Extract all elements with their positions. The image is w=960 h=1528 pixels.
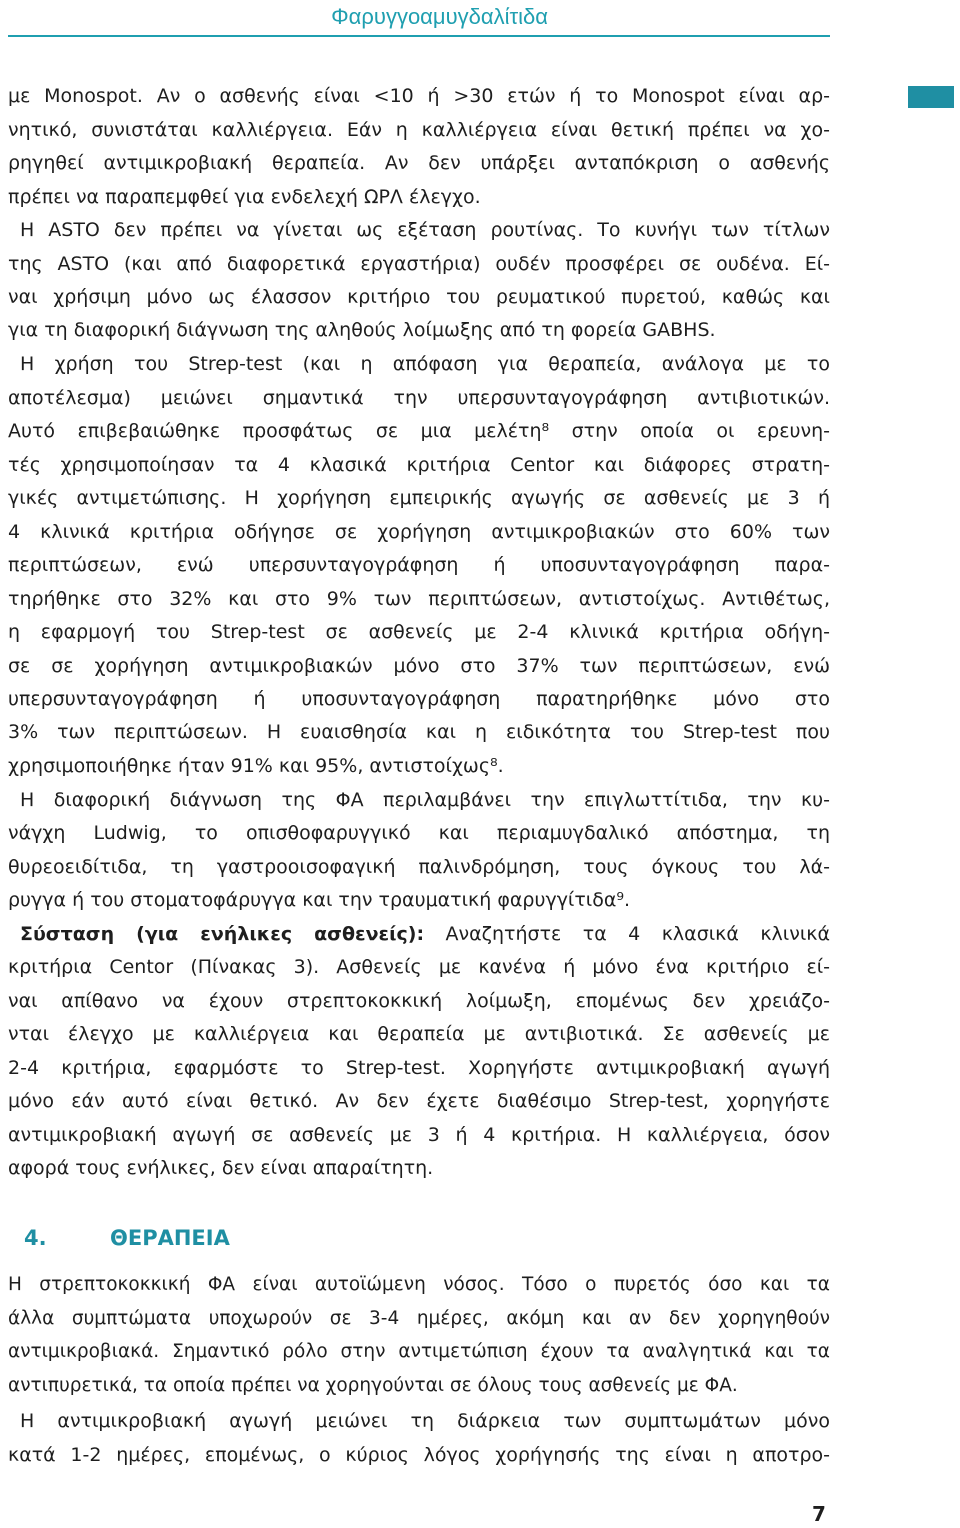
body-line: ναι απίθανο να έχουν στρεπτοκοκκική λοίμωξη, επομένως δεν χρειάζο- [8,990,830,1012]
recommendation-line [20,918,830,951]
body-line: θυρεοειδίτιδα, τη γαστροοισοφαγική παλινδρόμηση, τους όγκους του λά- [8,856,830,878]
section-body-line: αντιμικροβιακά. Σημαντικό ρόλο στην αντιμετώπιση έχουν τα αναλγητικά και τα [8,1341,830,1362]
body-line: γικές αντιμετώπισης. Η χορήγηση εμπειρικής αγωγής σε ασθενείς με 3 ή [8,487,830,509]
section-body-line: άλλα συμπτώματα υποχωρούν σε 3-4 ημέρες, ακόμη και αν δεν χορηγηθούν [8,1308,830,1329]
body-line: χρησιμοποιήθηκε ήταν 91% και 95%, αντιστοίχως⁸. [8,755,504,777]
body-line: μόνο εάν αυτό είναι θετικό. Αν δεν έχετε διαθέσιμο Strep-test, χορηγήστε [8,1090,830,1112]
body-line: η εφαρμογή του Strep-test σε ασθενείς με 2-4 κλινικά κριτήρια οδήγη- [8,621,830,643]
body-line: αφορά τους ενήλικες, δεν είναι απαραίτητη. [8,1157,434,1179]
body-line: υπερσυνταγογράφηση ή υποσυνταγογράφηση παρατηρήθηκε μόνο στο [8,688,830,710]
body-line: αποτέλεσμα) μειώνει σημαντικά την υπερσυνταγογράφηση αντιβιοτικών. [8,387,830,409]
body-line: νάγχη Ludwig, το οπισθοφαρυγγικό και περιαμυγδαλικό απόστημα, τη [8,822,830,844]
section-body-line: Η στρεπτοκοκκική ΦΑ είναι αυτοϊώμενη νόσος. Τόσο ο πυρετός όσο και τα [8,1274,830,1295]
body-line: ναι χρήσιμη μόνο ως έλασσον κριτήριο του ρευματικού πυρετού, καθώς και [8,286,830,308]
body-line: για τη διαφορική διάγνωση της αληθούς λοίμωξης από τη φορεία GABHS. [8,319,716,341]
running-header-title: Φαρυγγοαμυγδαλίτιδα [331,4,548,29]
body-line: αντιμικροβιακή αγωγή σε ασθενείς με 3 ή 4 κριτήρια. Η καλλιέργεια, όσον [8,1124,830,1146]
body-line: τηρήθηκε στο 32% και στο 9% των περιπτώσεων, αντιστοίχως. Αντιθέτως, [8,588,830,610]
page-number: 7 [812,1502,826,1526]
body-line: Η ASTO δεν πρέπει να γίνεται ως εξέταση ρουτίνας. Το κυνήγι των τίτλων [20,219,830,241]
section-body-line: αντιπυρετικά, τα οποία πρέπει να χορηγούνται σε όλους τους ασθενείς με ΦΑ. [8,1375,738,1396]
body-line: 4 κλινικά κριτήρια οδήγησε σε χορήγηση αντιμικροβιακών στο 60% των [8,521,830,543]
body-line: νητικό, συνιστάται καλλιέργεια. Εάν η καλλιέργεια είναι θετική πρέπει να χο- [8,119,830,141]
body-line: σε σε χορήγηση αντιμικροβιακών μόνο στο 37% των περιπτώσεων, ενώ [8,655,830,677]
recommendation-lead: Σύσταση (για ενήλικες ασθενείς): [20,923,425,945]
section-heading [24,1226,230,1250]
body-line: της ASTO (και από διαφορετικά εργαστήρια) ουδέν προσφέρει σε ουδένα. Εί- [8,253,830,275]
section-number: 4. [24,1226,47,1250]
body-line: ρυγγα ή του στοματοφάρυγγα και την τραυματική φαρυγγίτιδα⁹. [8,889,631,911]
header-divider [8,35,830,37]
body-line: ρηγηθεί αντιμικροβιακή θεραπεία. Αν δεν υπάρξει ανταπόκριση ο ασθενής [8,152,830,174]
section-body-line: Η αντιμικροβιακή αγωγή μειώνει τη διάρκεια των συμπτωμάτων μόνο [20,1410,830,1432]
body-line: Η χρήση του Strep-test (και η απόφαση για θεραπεία, ανάλογα με το [20,353,830,375]
body-line: με Monospot. Αν ο ασθενής είναι <10 ή >30 ετών ή το Monospot είναι αρ- [8,85,830,107]
body-line: πρέπει να παραπεμφθεί για ενδελεχή ΩΡΛ έλεγχο. [8,186,481,208]
body-line: Η διαφορική διάγνωση της ΦΑ περιλαμβάνει την επιγλωττίτιδα, την κυ- [20,789,830,811]
section-body-line: κατά 1-2 ημέρες, επομένως, ο κύριος λόγος χορήγησής της είναι η αποτρο- [8,1444,830,1466]
body-line: περιπτώσεων, ενώ υπερσυνταγογράφηση ή υποσυνταγογράφηση παρα- [8,554,830,576]
body-line: νται έλεγχο με καλλιέργεια και θεραπεία με αντιβιοτικά. Σε ασθενείς με [8,1023,830,1045]
body-line: 2-4 κριτήρια, εφαρμόστε το Strep-test. Χορηγήστε αντιμικροβιακή αγωγή [8,1057,830,1079]
body-line: Αυτό επιβεβαιώθηκε προσφάτως σε μια μελέτη⁸ στην οποία οι ερευνη- [8,420,830,442]
body-line: κριτήρια Centor (Πίνακας 3). Ασθενείς με κανένα ή μόνο ένα κριτήριο εί- [8,956,830,978]
body-line: τές χρησιμοποίησαν τα 4 κλασικά κριτήρια Centor και διάφορες στρατη- [8,454,830,476]
chapter-side-marker [908,86,954,108]
recommendation-text: Αναζητήστε τα 4 κλασικά κλινικά [445,923,830,945]
section-title: ΘΕΡΑΠΕΙΑ [110,1226,230,1250]
body-line: 3% των περιπτώσεων. Η ευαισθησία και η ειδικότητα του Strep-test που [8,721,830,743]
